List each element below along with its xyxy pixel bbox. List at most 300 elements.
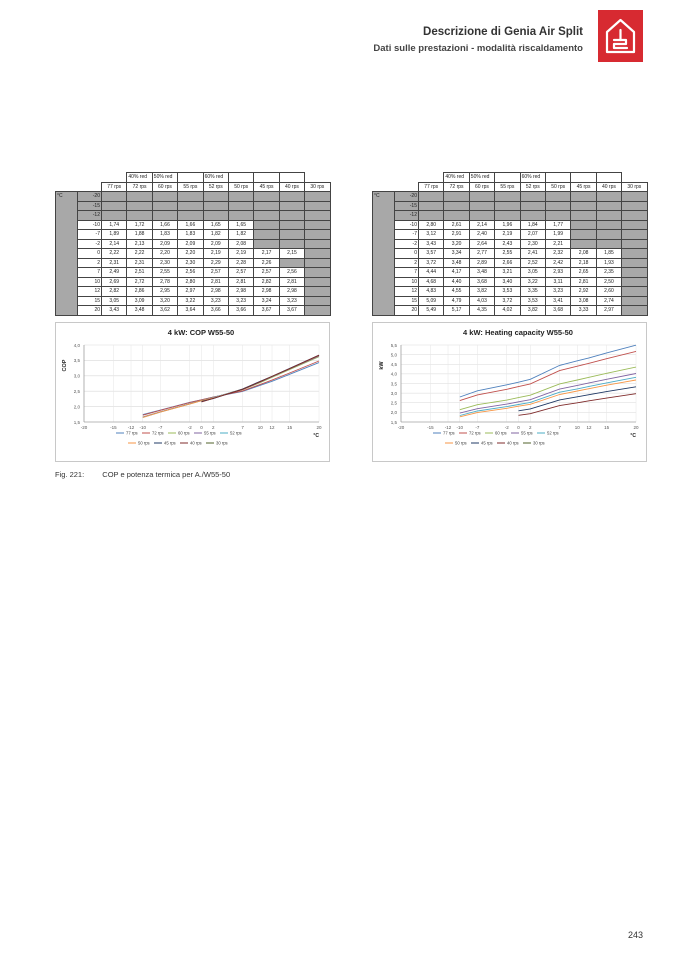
table-cell — [305, 296, 330, 306]
cop-table — [55, 172, 331, 316]
cop-panel — [55, 172, 330, 462]
x-axis-label: °C — [313, 432, 319, 439]
table-temperature-cell: -10 — [395, 220, 419, 230]
table-cell: 2,43 — [495, 239, 520, 249]
y-tick-label: 2,5 — [73, 388, 80, 394]
table-cell — [520, 192, 545, 202]
table-temperature-cell: -20 — [395, 192, 419, 202]
table-cell — [254, 192, 279, 202]
table-cell: 1,82 — [203, 230, 228, 240]
table-cell — [495, 201, 520, 211]
table-cell: 2,31 — [127, 258, 152, 268]
table-cell — [596, 211, 621, 221]
table-cell — [596, 230, 621, 240]
y-tick-label: 3,0 — [73, 373, 80, 379]
table-cell — [622, 249, 647, 259]
series-line-72-rps — [143, 361, 319, 415]
y-axis-label: kW — [379, 360, 385, 370]
table-cell: 1,93 — [596, 258, 621, 268]
table-cell: 3,72 — [495, 296, 520, 306]
x-tick-label: 10 — [574, 424, 580, 430]
x-tick-label: 7 — [241, 424, 244, 430]
y-tick-label: 5,0 — [390, 351, 397, 357]
cop-chart-svg — [56, 323, 329, 461]
table-cell — [102, 211, 127, 221]
table-cell: 3,22 — [178, 296, 203, 306]
table-cell: 3,41 — [545, 296, 570, 306]
table-cell: 3,23 — [545, 287, 570, 297]
y-tick-label: 3,5 — [390, 380, 397, 386]
table-column-header: 55 rps — [178, 182, 203, 192]
table-cell — [254, 201, 279, 211]
table-cell: 2,57 — [228, 268, 253, 278]
y-tick-label: 4,0 — [73, 342, 80, 348]
table-cell — [571, 192, 596, 202]
table-row — [56, 220, 331, 230]
chart-title: 4 kW: COP W55-50 — [167, 327, 235, 337]
table-row — [56, 277, 331, 287]
table-cell — [127, 192, 152, 202]
table-cell: 2,81 — [279, 277, 304, 287]
table-cell: 4,55 — [444, 287, 469, 297]
table-cell: 3,48 — [127, 306, 152, 316]
table-cell: 2,82 — [102, 287, 127, 297]
table-column-header: 72 rps — [127, 182, 152, 192]
legend-label: 52 rps — [547, 430, 559, 436]
table-cell — [495, 192, 520, 202]
table-cell — [203, 211, 228, 221]
table-row — [373, 220, 648, 230]
table-group-label: 60% red — [520, 173, 545, 183]
x-tick-label: -15 — [427, 424, 434, 430]
table-cell — [622, 211, 647, 221]
x-tick-label: -20 — [397, 424, 405, 430]
table-cell: 3,62 — [152, 306, 177, 316]
table-cell — [279, 230, 304, 240]
legend-label: 60 rps — [495, 430, 507, 436]
table-cell — [203, 192, 228, 202]
table-cell: 2,50 — [596, 277, 621, 287]
table-temperature-cell: 10 — [395, 277, 419, 287]
x-tick-label: -7 — [158, 424, 163, 430]
table-cell: 2,82 — [254, 277, 279, 287]
table-group-label — [228, 173, 253, 183]
x-tick-label: -2 — [504, 424, 509, 430]
table-cell: 5,17 — [444, 306, 469, 316]
table-cell: 2,80 — [178, 277, 203, 287]
table-cell: 4,44 — [419, 268, 444, 278]
table-cell — [305, 211, 330, 221]
table-cell — [622, 220, 647, 230]
table-cell — [254, 239, 279, 249]
table-cell — [305, 201, 330, 211]
table-row — [373, 249, 648, 259]
table-cell: 3,05 — [520, 268, 545, 278]
table-cell — [622, 296, 647, 306]
y-tick-label: 2,0 — [390, 409, 397, 415]
table-cell: 3,08 — [571, 296, 596, 306]
y-tick-label: 3,5 — [73, 357, 80, 363]
table-cell: 1,84 — [520, 220, 545, 230]
table-group-label — [178, 173, 203, 183]
table-cell: 2,42 — [545, 258, 570, 268]
table-cell: 4,35 — [469, 306, 494, 316]
table-cell: 1,74 — [102, 220, 127, 230]
x-tick-label: -12 — [444, 424, 452, 430]
table-row — [56, 201, 331, 211]
table-cell: 2,13 — [127, 239, 152, 249]
table-cell — [622, 230, 647, 240]
table-column-header: 45 rps — [254, 182, 279, 192]
y-tick-label: 4,5 — [390, 361, 397, 367]
table-unit-cell: °C — [56, 192, 78, 316]
table-cell — [622, 239, 647, 249]
table-cell — [419, 211, 444, 221]
x-tick-label: -12 — [127, 424, 135, 430]
table-cell: 2,14 — [469, 220, 494, 230]
table-cell — [228, 211, 253, 221]
table-label-row — [373, 173, 648, 183]
table-group-label — [596, 173, 621, 183]
y-tick-label: 1,5 — [390, 419, 397, 425]
y-tick-label: 3,0 — [390, 390, 397, 396]
table-row — [373, 201, 648, 211]
table-cell: 1,83 — [152, 230, 177, 240]
table-temperature-cell: -2 — [78, 239, 102, 249]
x-tick-label: 0 — [200, 424, 203, 430]
table-cell: 2,86 — [127, 287, 152, 297]
table-cell — [254, 220, 279, 230]
table-cell: 2,64 — [469, 239, 494, 249]
table-column-header: 40 rps — [596, 182, 621, 192]
table-cell — [305, 258, 330, 268]
table-unit-cell: °C — [373, 192, 395, 316]
table-cell: 2,18 — [571, 258, 596, 268]
table-cell — [305, 306, 330, 316]
table-cell: 2,28 — [228, 258, 253, 268]
table-cell — [520, 211, 545, 221]
x-tick-label: 2 — [528, 424, 532, 430]
table-cell: 2,89 — [469, 258, 494, 268]
table-cell: 4,83 — [419, 287, 444, 297]
table-cell — [622, 192, 647, 202]
table-cell: 1,82 — [228, 230, 253, 240]
table-label-row — [56, 173, 331, 183]
table-column-header: 77 rps — [102, 182, 127, 192]
x-tick-label: 0 — [517, 424, 520, 430]
table-temperature-cell: -7 — [78, 230, 102, 240]
table-cell: 3,23 — [228, 296, 253, 306]
table-cell: 2,81 — [203, 277, 228, 287]
table-cell: 4,68 — [419, 277, 444, 287]
table-cell — [622, 201, 647, 211]
table-cell — [419, 192, 444, 202]
legend-label: 72 rps — [469, 430, 481, 436]
table-cell — [305, 287, 330, 297]
table-row — [56, 249, 331, 259]
table-cell: 2,93 — [545, 268, 570, 278]
table-cell: 2,98 — [279, 287, 304, 297]
x-tick-label: 20 — [633, 424, 639, 430]
table-column-header: 50 rps — [545, 182, 570, 192]
x-tick-label: -10 — [139, 424, 147, 430]
table-group-label: 50% red — [469, 173, 494, 183]
table-cell — [305, 277, 330, 287]
figure-number: Fig. 221: — [55, 470, 85, 479]
table-cell: 3,23 — [279, 296, 304, 306]
table-cell — [469, 201, 494, 211]
table-cell: 1,72 — [127, 220, 152, 230]
table-cell: 2,56 — [279, 268, 304, 278]
table-cell — [279, 258, 304, 268]
header-title: Descrizione di Genia Air Split — [423, 26, 583, 38]
table-cell — [228, 192, 253, 202]
table-cell: 4,79 — [444, 296, 469, 306]
x-tick-label: 15 — [604, 424, 610, 430]
table-temperature-cell: 15 — [395, 296, 419, 306]
legend-label: 45 rps — [164, 440, 176, 446]
table-temperature-cell: -12 — [78, 211, 102, 221]
table-row — [56, 268, 331, 278]
table-temperature-cell: -15 — [395, 201, 419, 211]
table-cell: 2,95 — [152, 287, 177, 297]
table-cell — [254, 211, 279, 221]
table-row — [56, 296, 331, 306]
table-cell: 2,98 — [254, 287, 279, 297]
table-cell — [178, 192, 203, 202]
x-tick-label: -15 — [110, 424, 117, 430]
table-cell: 3,68 — [469, 277, 494, 287]
table-cell: 2,69 — [102, 277, 127, 287]
table-cell: 1,77 — [545, 220, 570, 230]
table-cell: 3,21 — [495, 268, 520, 278]
table-cell: 2,08 — [571, 249, 596, 259]
y-tick-label: 2,0 — [73, 403, 80, 409]
table-column-header: 60 rps — [152, 182, 177, 192]
legend-label: 40 rps — [507, 440, 519, 446]
table-cell — [571, 230, 596, 240]
figure-caption-text: COP e potenza termica per A./W55-50 — [102, 470, 231, 479]
table-cell — [203, 201, 228, 211]
legend-label: 72 rps — [152, 430, 164, 436]
table-cell: 2,57 — [254, 268, 279, 278]
y-axis-label: COP — [62, 359, 68, 371]
table-cell — [469, 192, 494, 202]
table-cell: 2,66 — [495, 258, 520, 268]
table-blank-cell — [56, 182, 102, 192]
table-cell — [596, 192, 621, 202]
table-cell — [545, 201, 570, 211]
legend-label: 50 rps — [455, 440, 467, 446]
table-row — [56, 306, 331, 316]
page-number: 243 — [628, 930, 644, 940]
table-header-row — [56, 182, 331, 192]
table-cell — [279, 192, 304, 202]
table-cell — [622, 258, 647, 268]
table-cell: 2,98 — [203, 287, 228, 297]
table-cell — [495, 211, 520, 221]
table-cell — [127, 201, 152, 211]
table-cell: 3,82 — [520, 306, 545, 316]
table-row — [373, 296, 648, 306]
cop-chart — [55, 322, 330, 462]
table-row — [373, 192, 648, 202]
table-cell: 3,48 — [469, 268, 494, 278]
table-column-header: 45 rps — [571, 182, 596, 192]
table-cell: 2,91 — [444, 230, 469, 240]
table-group-label — [279, 173, 304, 183]
table-cell — [520, 201, 545, 211]
table-temperature-cell: 7 — [395, 268, 419, 278]
table-cell: 3,35 — [520, 287, 545, 297]
table-column-header: 55 rps — [495, 182, 520, 192]
table-cell: 3,09 — [127, 296, 152, 306]
table-cell: 2,09 — [152, 239, 177, 249]
table-cell: 5,49 — [419, 306, 444, 316]
table-cell — [622, 287, 647, 297]
table-cell: 2,92 — [571, 287, 596, 297]
table-cell — [305, 249, 330, 259]
table-cell: 2,29 — [203, 258, 228, 268]
table-cell: 2,80 — [419, 220, 444, 230]
table-cell: 2,14 — [102, 239, 127, 249]
legend-label: 77 rps — [126, 430, 138, 436]
table-cell: 2,52 — [520, 258, 545, 268]
table-row — [373, 211, 648, 221]
table-cell: 3,66 — [228, 306, 253, 316]
x-tick-label: 7 — [558, 424, 561, 430]
table-temperature-cell: -2 — [395, 239, 419, 249]
legend-label: 60 rps — [178, 430, 190, 436]
table-cell — [279, 239, 304, 249]
table-group-label — [254, 173, 279, 183]
table-cell: 2,55 — [495, 249, 520, 259]
x-tick-label: -10 — [456, 424, 464, 430]
table-cell: 2,35 — [596, 268, 621, 278]
table-cell: 3,11 — [545, 277, 570, 287]
table-cell: 3,72 — [419, 258, 444, 268]
table-cell — [305, 192, 330, 202]
table-temperature-cell: 20 — [395, 306, 419, 316]
table-cell — [571, 239, 596, 249]
table-cell — [622, 306, 647, 316]
table-cell: 3,43 — [419, 239, 444, 249]
capacity-panel — [372, 172, 647, 462]
table-cell — [178, 211, 203, 221]
legend-label: 52 rps — [230, 430, 242, 436]
table-temperature-cell: 2 — [395, 258, 419, 268]
table-temperature-cell: -12 — [395, 211, 419, 221]
table-cell — [571, 211, 596, 221]
table-cell: 2,19 — [495, 230, 520, 240]
table-temperature-cell: 0 — [78, 249, 102, 259]
table-cell — [152, 211, 177, 221]
table-cell: 1,65 — [228, 220, 253, 230]
table-group-label — [545, 173, 570, 183]
table-cell — [279, 220, 304, 230]
table-cell: 3,20 — [444, 239, 469, 249]
table-cell — [152, 201, 177, 211]
table-cell: 2,20 — [178, 249, 203, 259]
x-tick-label: 12 — [269, 424, 275, 430]
capacity-table — [372, 172, 648, 316]
table-cell: 1,65 — [203, 220, 228, 230]
table-cell: 1,89 — [102, 230, 127, 240]
x-tick-label: -20 — [80, 424, 88, 430]
table-row — [373, 239, 648, 249]
table-cell: 3,40 — [495, 277, 520, 287]
table-cell: 3,64 — [178, 306, 203, 316]
table-cell — [596, 220, 621, 230]
capacity-chart — [372, 322, 647, 462]
table-cell: 4,40 — [444, 277, 469, 287]
table-row — [373, 306, 648, 316]
x-tick-label: -7 — [475, 424, 480, 430]
table-cell: 2,72 — [127, 277, 152, 287]
table-cell: 2,20 — [152, 249, 177, 259]
table-temperature-cell: 7 — [78, 268, 102, 278]
figure-caption — [55, 470, 230, 479]
table-row — [373, 287, 648, 297]
table-cell — [228, 201, 253, 211]
table-temperature-cell: -15 — [78, 201, 102, 211]
table-cell: 2,08 — [228, 239, 253, 249]
table-cell: 3,57 — [419, 249, 444, 259]
y-tick-label: 1,5 — [73, 419, 80, 425]
table-group-label: 40% red — [127, 173, 152, 183]
table-temperature-cell: 20 — [78, 306, 102, 316]
x-tick-label: 12 — [586, 424, 592, 430]
table-cell: 3,22 — [520, 277, 545, 287]
legend-label: 55 rps — [521, 430, 533, 436]
table-temperature-cell: -7 — [395, 230, 419, 240]
table-cell — [545, 211, 570, 221]
table-row — [56, 230, 331, 240]
table-cell: 3,12 — [419, 230, 444, 240]
legend-label: 45 rps — [481, 440, 493, 446]
table-temperature-cell: 15 — [78, 296, 102, 306]
table-cell: 2,56 — [178, 268, 203, 278]
table-cell: 2,26 — [254, 258, 279, 268]
table-cell: 3,23 — [203, 296, 228, 306]
table-column-header: 50 rps — [228, 182, 253, 192]
table-blank-cell — [373, 173, 444, 183]
table-row — [56, 211, 331, 221]
table-cell: 2,30 — [178, 258, 203, 268]
table-group-label — [495, 173, 520, 183]
table-cell — [622, 268, 647, 278]
table-cell: 2,19 — [228, 249, 253, 259]
table-cell — [419, 201, 444, 211]
table-cell — [305, 230, 330, 240]
table-cell — [596, 239, 621, 249]
table-blank-cell — [56, 173, 127, 183]
table-cell: 3,68 — [545, 306, 570, 316]
table-cell: 4,03 — [469, 296, 494, 306]
table-cell: 2,60 — [596, 287, 621, 297]
table-cell — [596, 201, 621, 211]
table-column-header: 30 rps — [305, 182, 330, 192]
table-cell: 1,83 — [178, 230, 203, 240]
table-cell: 3,67 — [279, 306, 304, 316]
y-tick-label: 5,5 — [390, 342, 397, 348]
table-row — [373, 268, 648, 278]
y-tick-label: 4,0 — [390, 371, 397, 377]
legend-label: 50 rps — [138, 440, 150, 446]
house-heat-pump-icon — [598, 10, 643, 62]
table-group-label — [571, 173, 596, 183]
legend-label: 40 rps — [190, 440, 202, 446]
